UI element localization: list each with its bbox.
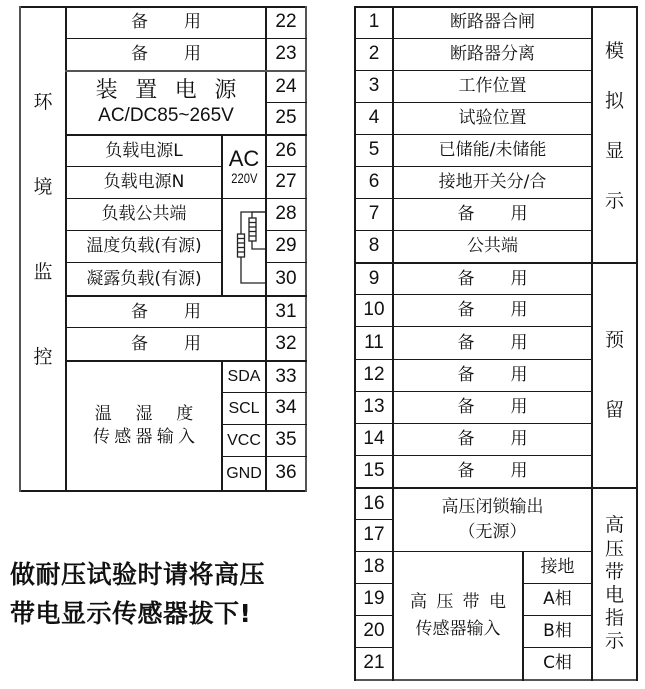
group-char: 高 xyxy=(604,514,624,537)
pin-number: 8 xyxy=(368,235,380,257)
signal-phase-c: C相 xyxy=(543,653,572,674)
group-char: 指 xyxy=(604,607,624,630)
group-char: 环 xyxy=(33,91,53,114)
power-supply-title: 装置电源 xyxy=(95,78,254,104)
terminal-label-32: 备 用 xyxy=(130,333,217,354)
pin-number: 32 xyxy=(275,332,297,354)
pin-number: 21 xyxy=(363,652,385,674)
pin-number: 14 xyxy=(363,428,385,450)
terminal-label-9: 备 用 xyxy=(457,268,543,289)
group-char: 拟 xyxy=(604,89,624,112)
hv-lock-output-label xyxy=(394,489,591,551)
hv-sensor-input-label xyxy=(394,552,522,679)
terminal-label-14: 备 用 xyxy=(457,429,543,450)
pin-number: 5 xyxy=(368,139,380,161)
hv-sensor-title: 高压带电 xyxy=(409,591,516,612)
pin-number: 3 xyxy=(368,75,380,97)
signal-sda: SDA xyxy=(227,368,261,386)
hv-sensor-subtitle: 传感器输入 xyxy=(415,618,501,639)
terminal-label-7: 备 用 xyxy=(457,204,543,225)
terminal-label-27: 负载电源N xyxy=(103,172,185,193)
signal-phase-a: A相 xyxy=(543,589,572,610)
group-char: 预 xyxy=(604,328,624,351)
terminal-label-10: 备 用 xyxy=(457,300,543,321)
pin-number: 31 xyxy=(275,300,297,322)
lock-output-title: 高压闭锁输出 xyxy=(441,497,544,518)
pin-number: 29 xyxy=(275,235,297,257)
pin-number: 34 xyxy=(275,397,297,419)
pin-number: 12 xyxy=(363,364,385,386)
terminal-label-5: 已储能/未储能 xyxy=(438,140,547,161)
signal-scl: SCL xyxy=(228,399,260,417)
terminal-label-15: 备 用 xyxy=(457,461,543,482)
pin-number: 2 xyxy=(368,43,380,65)
terminal-label-8: 公共端 xyxy=(467,236,518,257)
voltage-label: 220V xyxy=(230,170,258,187)
terminal-label-2: 断路器分离 xyxy=(450,44,535,65)
group-char: 境 xyxy=(33,176,53,199)
group-char: 示 xyxy=(604,630,624,653)
terminal-label-3: 工作位置 xyxy=(458,76,527,97)
group-char: 模 xyxy=(604,39,624,62)
pin-number: 9 xyxy=(368,267,380,289)
pin-number: 23 xyxy=(275,43,297,65)
group-char: 压 xyxy=(604,537,624,560)
terminal-label-22: 备 用 xyxy=(130,12,217,33)
lock-output-note: （无源） xyxy=(458,522,527,542)
pin-number: 7 xyxy=(368,203,380,225)
group-char: 留 xyxy=(604,398,624,421)
temp-humidity-sensor-label xyxy=(67,362,221,490)
warning-text-line2: 带电显示传感器拔下! xyxy=(10,599,252,628)
signal-ground: 接地 xyxy=(540,557,575,578)
terminal-label-28: 负载公共端 xyxy=(101,204,187,225)
terminal-label-11: 备 用 xyxy=(457,332,543,353)
pin-number: 24 xyxy=(275,75,297,97)
pin-number: 6 xyxy=(368,171,380,193)
sensor-subtitle: 传感器输入 xyxy=(93,427,200,447)
pin-number: 15 xyxy=(363,460,385,482)
pin-number: 36 xyxy=(275,462,297,484)
pin-number: 27 xyxy=(275,171,297,193)
pin-number: 16 xyxy=(363,492,385,514)
group-char: 显 xyxy=(604,139,624,162)
ac-label: AC xyxy=(228,146,260,172)
group-char: 监 xyxy=(33,261,53,284)
terminal-label-12: 备 用 xyxy=(457,365,543,386)
pin-number: 4 xyxy=(368,107,380,129)
terminal-label-13: 备 用 xyxy=(457,397,543,418)
group-char: 示 xyxy=(604,189,624,212)
pin-number: 19 xyxy=(363,588,385,610)
group-char: 控 xyxy=(33,346,53,369)
warning-text-line1: 做耐压试验时请将高压 xyxy=(10,560,266,589)
pin-number: 28 xyxy=(275,203,297,225)
pin-number: 26 xyxy=(275,139,297,161)
pin-number: 35 xyxy=(275,429,297,451)
pin-number: 30 xyxy=(275,267,297,289)
group-label-analog-display xyxy=(593,26,636,226)
group-char: 带 xyxy=(604,560,624,583)
pin-number: 17 xyxy=(363,524,385,546)
pin-number: 20 xyxy=(363,620,385,642)
terminal-label-1: 断路器合闸 xyxy=(450,12,535,33)
pin-number: 33 xyxy=(275,365,297,387)
signal-vcc: VCC xyxy=(227,431,261,449)
terminal-label-4: 试验位置 xyxy=(458,108,527,129)
group-char: 电 xyxy=(604,584,624,606)
terminal-label-30: 凝露负载(有源) xyxy=(86,268,202,289)
group-label-reserved xyxy=(593,305,636,445)
pin-number: 25 xyxy=(275,107,297,129)
terminal-label-23: 备 用 xyxy=(130,44,217,65)
pin-number: 11 xyxy=(364,331,384,353)
pin-number: 22 xyxy=(275,11,297,33)
pin-number: 18 xyxy=(363,556,385,578)
sensor-title: 温湿度 xyxy=(94,404,218,425)
signal-phase-b: B相 xyxy=(543,621,572,642)
pin-number: 10 xyxy=(363,299,385,321)
terminal-label-29: 温度负载(有源) xyxy=(86,236,202,257)
group-label-hv-indicator xyxy=(593,489,636,679)
pin-number: 1 xyxy=(368,11,380,33)
terminal-label-26: 负载电源L xyxy=(105,140,183,161)
signal-gnd: GND xyxy=(226,464,262,482)
pin-number: 13 xyxy=(363,396,385,418)
terminal-label-31: 备 用 xyxy=(130,301,217,322)
terminal-label-6: 接地开关分/合 xyxy=(438,172,547,193)
power-supply-range: AC/DC85~265V xyxy=(98,104,234,126)
